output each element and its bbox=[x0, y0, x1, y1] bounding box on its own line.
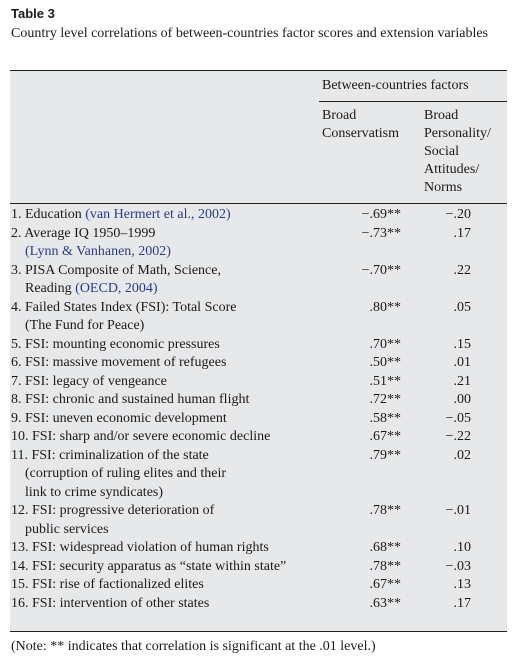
row-label-line bbox=[11, 521, 323, 540]
row-label-line bbox=[11, 595, 323, 614]
row-label bbox=[11, 576, 323, 595]
row-label-text: 5. FSI: mounting economic pressures bbox=[11, 336, 220, 352]
cell-broad-personality: .22 bbox=[453, 262, 471, 278]
row-label-line bbox=[11, 465, 323, 484]
table-label: Table 3 bbox=[11, 6, 55, 21]
citation-link[interactable]: (van Hermert et al., 2002) bbox=[85, 207, 231, 222]
table-row bbox=[11, 373, 507, 392]
cell-broad-personality: .15 bbox=[453, 336, 471, 352]
cell-broad-conservatism: .50** bbox=[369, 355, 401, 370]
cell-broad-personality: .21 bbox=[453, 373, 471, 389]
row-label bbox=[11, 595, 323, 614]
row-label bbox=[11, 299, 323, 336]
cell-broad-conservatism: .80** bbox=[369, 299, 401, 315]
citation-link[interactable]: (Lynn & Vanhanen, 2002) bbox=[25, 244, 171, 259]
table-row bbox=[11, 391, 507, 410]
row-label-text: 13. FSI: widespread violation of human rights bbox=[11, 540, 269, 555]
header-col2-line: Broad bbox=[424, 108, 459, 123]
cell-broad-personality: .05 bbox=[453, 299, 471, 315]
header-col2-line: Social bbox=[424, 144, 459, 159]
cell-broad-conservatism: .67** bbox=[369, 577, 401, 592]
cell-broad-personality: −.01 bbox=[445, 503, 471, 518]
row-label-text: 8. FSI: chronic and sustained human flight bbox=[11, 392, 250, 407]
cell-broad-conservatism: .70** bbox=[369, 336, 401, 352]
table-caption: Country level correlations of between-countries factor scores and extension variables bbox=[11, 26, 488, 41]
table-row bbox=[11, 539, 507, 558]
row-label-line bbox=[11, 317, 323, 336]
row-label-line bbox=[11, 558, 323, 577]
row-label bbox=[11, 262, 323, 299]
row-label bbox=[11, 558, 323, 577]
table-row bbox=[11, 410, 507, 429]
cell-broad-conservatism: .72** bbox=[369, 392, 401, 407]
cell-broad-conservatism: .63** bbox=[369, 595, 401, 611]
header-col-personality bbox=[424, 107, 491, 197]
row-label-line bbox=[11, 502, 323, 521]
row-label-text: (The Fund for Peace) bbox=[25, 318, 145, 333]
table-row bbox=[11, 206, 507, 225]
row-label-line bbox=[11, 336, 323, 355]
row-label-line bbox=[11, 447, 323, 466]
cell-broad-personality: .17 bbox=[453, 225, 471, 241]
row-label-line bbox=[11, 391, 323, 410]
header-col2-line: Norms bbox=[424, 180, 463, 195]
row-label bbox=[11, 428, 323, 447]
row-label-line bbox=[11, 262, 323, 281]
row-label bbox=[11, 336, 323, 355]
cell-broad-personality: .02 bbox=[453, 447, 471, 463]
row-label-text: 15. FSI: rise of factionalized elites bbox=[11, 577, 204, 592]
row-label-text: 10. FSI: sharp and/or severe economic decline bbox=[11, 429, 271, 444]
row-label-line bbox=[11, 225, 323, 244]
cell-broad-conservatism: −.69** bbox=[361, 207, 401, 222]
row-label-text: 16. FSI: intervention of other states bbox=[11, 595, 210, 611]
citation-link[interactable]: (OECD, 2004) bbox=[75, 281, 158, 296]
row-label-text: 3. PISA Composite of Math, Science, bbox=[11, 262, 221, 278]
header-col2-line: Attitudes/ bbox=[424, 162, 480, 177]
cell-broad-personality: .17 bbox=[453, 595, 471, 611]
row-label-text: link to crime syndicates) bbox=[25, 484, 164, 500]
row-label-text: 1. Education bbox=[11, 207, 86, 222]
row-label bbox=[11, 539, 323, 558]
header-col1-line: Conservatism bbox=[322, 126, 399, 141]
cell-broad-conservatism: .67** bbox=[369, 429, 401, 444]
row-label-line bbox=[11, 410, 323, 429]
table-row bbox=[11, 225, 507, 262]
row-label-text: Reading bbox=[25, 281, 76, 296]
cell-broad-conservatism: −.70** bbox=[361, 262, 401, 278]
cell-broad-conservatism: .51** bbox=[369, 373, 401, 389]
table-row bbox=[11, 354, 507, 373]
row-label-text: 7. FSI: legacy of vengeance bbox=[11, 373, 167, 389]
row-label-text: 6. FSI: massive movement of refugees bbox=[11, 355, 227, 370]
row-label bbox=[11, 354, 323, 373]
cell-broad-personality: .10 bbox=[453, 540, 471, 555]
header-col2-line: Personality/ bbox=[424, 126, 491, 141]
row-label-line bbox=[11, 576, 323, 595]
row-label-text: 2. Average IQ 1950–1999 bbox=[11, 225, 156, 241]
row-label bbox=[11, 447, 323, 503]
cell-broad-personality: −.05 bbox=[445, 410, 471, 426]
cell-broad-personality: .00 bbox=[453, 392, 471, 407]
row-label-text: 12. FSI: progressive deterioration of bbox=[11, 503, 215, 518]
table-note: (Note: ** indicates that correlation is significant at the .01 level.) bbox=[11, 639, 376, 654]
table-row bbox=[11, 558, 507, 577]
cell-broad-personality: −.20 bbox=[445, 207, 471, 222]
row-label bbox=[11, 206, 323, 225]
row-label-text: 11. FSI: criminalization of the state bbox=[11, 447, 209, 463]
cell-broad-conservatism: .78** bbox=[369, 558, 401, 574]
cell-broad-personality: .13 bbox=[453, 577, 471, 592]
row-label-line bbox=[11, 299, 323, 318]
table-row bbox=[11, 262, 507, 299]
row-label-line bbox=[11, 484, 323, 503]
header-bottom-rule bbox=[10, 203, 507, 204]
table-row bbox=[11, 299, 507, 336]
row-label-text: (corruption of ruling elites and their bbox=[25, 466, 226, 481]
header-sub-rule bbox=[319, 101, 507, 102]
cell-broad-personality: −.22 bbox=[445, 429, 471, 444]
row-label-line bbox=[11, 373, 323, 392]
cell-broad-personality: −.03 bbox=[445, 558, 471, 574]
row-label bbox=[11, 502, 323, 539]
row-label-line bbox=[11, 280, 323, 299]
cell-broad-personality: .01 bbox=[453, 355, 471, 370]
table-row bbox=[11, 447, 507, 503]
row-label-text: public services bbox=[25, 521, 109, 537]
row-label-line bbox=[11, 539, 323, 558]
row-label bbox=[11, 225, 323, 262]
header-group-label: Between-countries factors bbox=[322, 78, 469, 93]
cell-broad-conservatism: −.73** bbox=[361, 225, 401, 241]
table-row bbox=[11, 502, 507, 539]
bottom-rule bbox=[10, 631, 507, 632]
table-row bbox=[11, 576, 507, 595]
row-label-line bbox=[11, 206, 323, 225]
table-row bbox=[11, 336, 507, 355]
table-row bbox=[11, 595, 507, 614]
cell-broad-conservatism: .68** bbox=[369, 540, 401, 555]
cell-broad-conservatism: .79** bbox=[369, 447, 401, 463]
row-label-text: 4. Failed States Index (FSI): Total Score bbox=[11, 299, 237, 315]
row-label bbox=[11, 373, 323, 392]
cell-broad-conservatism: .78** bbox=[369, 503, 401, 518]
header-col1-line: Broad bbox=[322, 108, 357, 123]
table-row bbox=[11, 428, 507, 447]
row-label-line bbox=[11, 428, 323, 447]
row-label bbox=[11, 410, 323, 429]
row-label-line bbox=[11, 243, 323, 262]
row-label-line bbox=[11, 354, 323, 373]
cell-broad-conservatism: .58** bbox=[369, 410, 401, 426]
row-label-text: 9. FSI: uneven economic development bbox=[11, 410, 227, 426]
row-label bbox=[11, 391, 323, 410]
top-rule bbox=[10, 70, 507, 71]
header-col-conservatism bbox=[322, 107, 399, 143]
row-label-text: 14. FSI: security apparatus as “state within state” bbox=[11, 558, 287, 574]
